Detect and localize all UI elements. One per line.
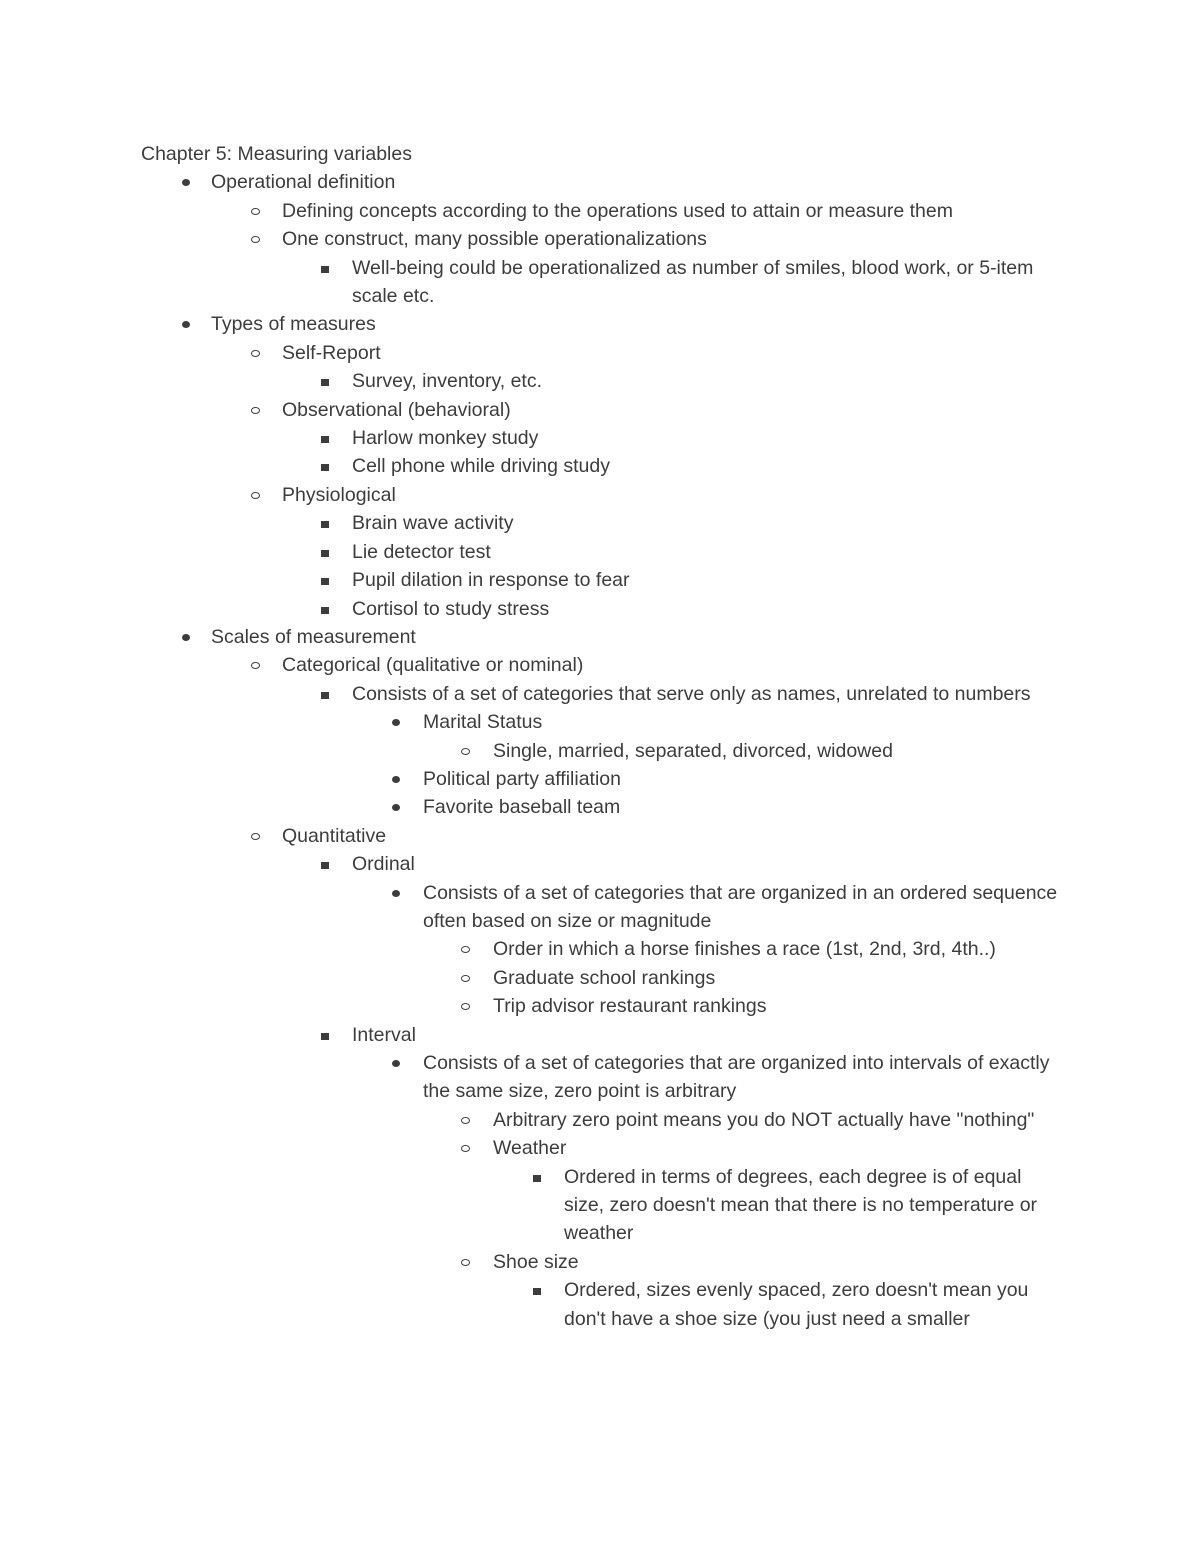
list-item-text: Operational definition — [211, 171, 396, 194]
list-item-text: Survey, inventory, etc. — [352, 370, 543, 393]
list-item — [141, 822, 1101, 850]
list-item-text: Cortisol to study stress — [352, 597, 550, 620]
list-item — [141, 566, 1061, 594]
list-item-text: Trip advisor restaurant rankings — [493, 995, 767, 1018]
square-bullet-icon — [321, 550, 329, 557]
bullet-marker — [457, 1106, 477, 1134]
circle-bullet-icon — [461, 946, 470, 953]
bullet-marker — [316, 509, 336, 537]
square-bullet-icon — [533, 1288, 541, 1295]
list-item — [141, 879, 1061, 936]
bullet-marker — [457, 1134, 477, 1162]
list-item — [141, 708, 1061, 736]
bullet-marker — [316, 566, 336, 594]
bullet-marker — [457, 992, 477, 1020]
disc-bullet-icon — [182, 179, 190, 186]
bullet-marker — [247, 822, 267, 850]
list-item — [141, 1276, 1061, 1333]
list-item — [141, 651, 1101, 679]
document-body — [141, 140, 1101, 1333]
list-item-text: Pupil dilation in response to fear — [352, 569, 630, 592]
list-item — [141, 225, 1101, 253]
bullet-marker — [247, 197, 267, 225]
list-item — [141, 1248, 1061, 1276]
square-bullet-icon — [321, 379, 329, 386]
circle-bullet-icon — [251, 662, 260, 669]
list-item — [141, 339, 1101, 367]
list-item — [141, 623, 1101, 651]
list-item-text: Graduate school rankings — [493, 966, 716, 989]
bullet-marker — [247, 225, 267, 253]
circle-bullet-icon — [251, 492, 260, 499]
list-item-text: Scales of measurement — [211, 625, 416, 648]
square-bullet-icon — [533, 1175, 541, 1182]
list-item — [141, 793, 1061, 821]
bullet-outline — [141, 168, 1101, 1333]
bullet-marker — [247, 396, 267, 424]
bullet-marker — [177, 310, 197, 338]
list-item — [141, 452, 1061, 480]
disc-bullet-icon — [182, 634, 190, 641]
list-item-text: Weather — [493, 1137, 567, 1160]
list-item — [141, 168, 1101, 196]
list-item — [141, 850, 1061, 878]
list-item-text: Harlow monkey study — [352, 427, 539, 450]
list-item-text: Ordered, sizes evenly spaced, zero doesn't mean you don't have a shoe size (you just need a smaller — [564, 1279, 1029, 1330]
list-item — [141, 481, 1101, 509]
list-item-text: Ordered in terms of degrees, each degree is of equal size, zero doesn't mean that there is no temperature or weather — [564, 1165, 1038, 1245]
list-item-text: Favorite baseball team — [423, 796, 621, 819]
list-item-text: Defining concepts according to the operations used to attain or measure them — [282, 199, 953, 222]
list-item-text: Quantitative — [282, 824, 387, 847]
list-item-text: Lie detector test — [352, 540, 491, 563]
list-item — [141, 964, 1061, 992]
square-bullet-icon — [321, 607, 329, 614]
list-item — [141, 254, 1061, 311]
disc-bullet-icon — [392, 804, 400, 811]
list-item — [141, 509, 1061, 537]
list-item-text: Shoe size — [493, 1250, 579, 1273]
bullet-marker — [247, 651, 267, 679]
bullet-marker — [316, 538, 336, 566]
list-item-text: One construct, many possible operationalizations — [282, 228, 707, 251]
list-item-text: Order in which a horse finishes a race (1st, 2nd, 3rd, 4th..) — [493, 938, 996, 961]
disc-bullet-icon — [392, 1060, 400, 1067]
circle-bullet-icon — [251, 407, 260, 414]
list-item — [141, 1021, 1061, 1049]
bullet-marker — [316, 1021, 336, 1049]
list-item — [141, 765, 1061, 793]
list-item-text: Political party affiliation — [423, 767, 621, 790]
list-item — [141, 680, 1061, 708]
bullet-marker — [247, 481, 267, 509]
bullet-marker — [457, 935, 477, 963]
bullet-marker — [528, 1163, 548, 1191]
list-item — [141, 538, 1061, 566]
bullet-marker — [457, 737, 477, 765]
circle-bullet-icon — [461, 1003, 470, 1010]
square-bullet-icon — [321, 578, 329, 585]
disc-bullet-icon — [392, 890, 400, 897]
list-item-text: Well-being could be operationalized as number of smiles, blood work, or 5-item scale etc. — [352, 256, 1034, 308]
bullet-marker — [457, 964, 477, 992]
list-item-text: Brain wave activity — [352, 512, 514, 535]
disc-bullet-icon — [392, 776, 400, 783]
list-item — [141, 424, 1061, 452]
circle-bullet-icon — [461, 1259, 470, 1266]
list-item-text: Physiological — [282, 483, 396, 506]
list-item — [141, 396, 1101, 424]
square-bullet-icon — [321, 692, 329, 699]
bullet-marker — [457, 1248, 477, 1276]
bullet-marker — [316, 595, 336, 623]
square-bullet-icon — [321, 862, 329, 869]
list-item-text: Consists of a set of categories that are organized in an ordered sequence often based on size or magnitude — [423, 881, 1058, 932]
circle-bullet-icon — [251, 833, 260, 840]
square-bullet-icon — [321, 464, 329, 471]
bullet-marker — [387, 708, 407, 736]
bullet-marker — [316, 424, 336, 452]
bullet-marker — [177, 623, 197, 651]
list-item — [141, 992, 1061, 1020]
list-item-text: Consists of a set of categories that are organized into intervals of exactly the same size, zero point is arbitrary — [423, 1052, 1050, 1103]
list-item-text: Arbitrary zero point means you do NOT actually have "nothing" — [493, 1108, 1035, 1131]
square-bullet-icon — [321, 266, 329, 273]
list-item-text: Ordinal — [352, 853, 415, 876]
bullet-marker — [387, 879, 407, 907]
list-item-text: Consists of a set of categories that serve only as names, unrelated to numbers — [352, 682, 1031, 705]
disc-bullet-icon — [182, 321, 190, 328]
square-bullet-icon — [321, 1033, 329, 1040]
list-item — [141, 1106, 1061, 1134]
bullet-marker — [316, 850, 336, 878]
list-item — [141, 935, 1061, 963]
bullet-marker — [177, 168, 197, 196]
list-item — [141, 737, 1061, 765]
bullet-marker — [387, 1049, 407, 1077]
bullet-marker — [316, 367, 336, 395]
square-bullet-icon — [321, 521, 329, 528]
circle-bullet-icon — [461, 748, 470, 755]
circle-bullet-icon — [251, 350, 260, 357]
square-bullet-icon — [321, 436, 329, 443]
list-item-text: Types of measures — [211, 313, 376, 336]
bullet-marker — [316, 452, 336, 480]
circle-bullet-icon — [461, 1145, 470, 1152]
bullet-marker — [247, 339, 267, 367]
list-item — [141, 310, 1101, 338]
bullet-marker — [316, 254, 336, 282]
list-item — [141, 1049, 1061, 1106]
circle-bullet-icon — [251, 236, 260, 243]
circle-bullet-icon — [461, 1117, 470, 1124]
bullet-marker — [387, 793, 407, 821]
list-item — [141, 197, 1101, 225]
list-item-text: Observational (behavioral) — [282, 398, 511, 421]
document-title: Chapter 5: Measuring variables — [141, 143, 412, 165]
bullet-marker — [528, 1276, 548, 1304]
list-item — [141, 1163, 1061, 1248]
list-item — [141, 595, 1061, 623]
list-item — [141, 1134, 1061, 1162]
circle-bullet-icon — [461, 975, 470, 982]
list-item-text: Interval — [352, 1023, 416, 1046]
list-item — [141, 367, 1061, 395]
circle-bullet-icon — [251, 208, 260, 215]
list-item-text: Single, married, separated, divorced, widowed — [493, 739, 893, 762]
list-item-text: Self-Report — [282, 341, 381, 364]
list-item-text: Categorical (qualitative or nominal) — [282, 654, 584, 677]
bullet-marker — [387, 765, 407, 793]
bullet-marker — [316, 680, 336, 708]
disc-bullet-icon — [392, 719, 400, 726]
list-item-text: Cell phone while driving study — [352, 455, 610, 478]
list-item-text: Marital Status — [423, 711, 543, 734]
